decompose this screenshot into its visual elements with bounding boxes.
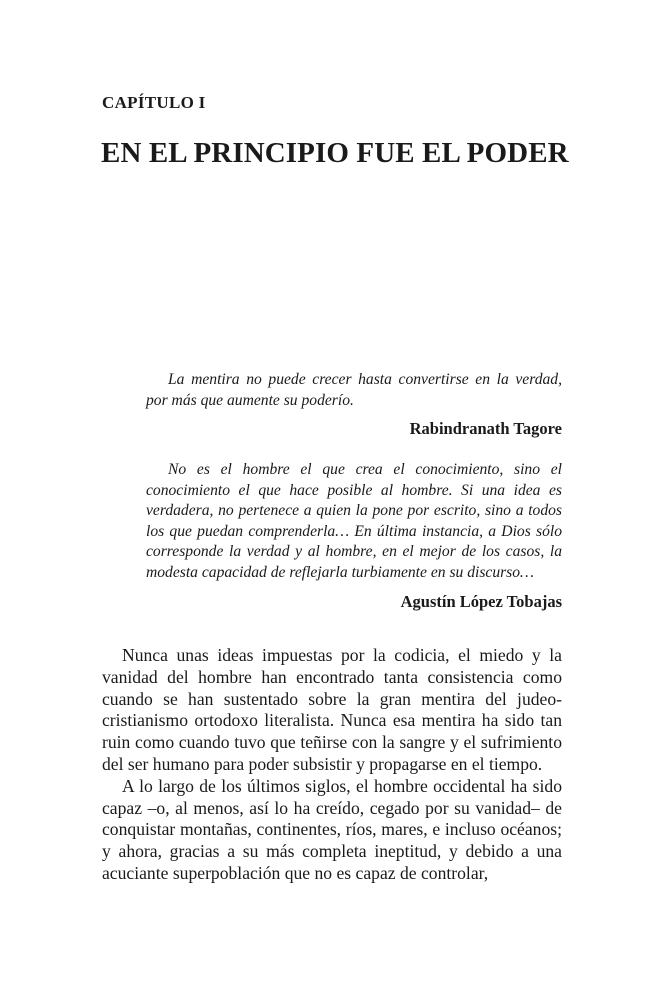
epigraph-quote: La mentira no puede crecer hasta convertirse en la verdad, por más que aumente su poderío.: [146, 371, 562, 409]
epigraph-quote: No es el hombre el que crea el conocimiento, sino el conocimiento el que hace posible al hombre. Si una idea es verdadera, no pertenece a quien la pone por escrito, sino a todos los que puedan comprenderla… En última instancia, a Dios sólo corresponde la verdad y al hombre, en el mejor de los casos, la modesta capacidad de reflejarla turbiamente en su discurso…: [146, 461, 562, 581]
body-paragraph: A lo largo de los últimos siglos, el hombre occidental ha sido capaz –o, al menos, así lo ha creído, cegado por su vanidad– de conquistar montañas, continentes, ríos, mares, e incluso océanos; y ahora, gracias a su más completa ineptitud, y debido a una acuciante superpoblación que no es capaz de controlar,: [102, 775, 562, 883]
body-paragraph: Nunca unas ideas impuestas por la codicia, el miedo y la vanidad del hombre han encontrado tanta consistencia como cuando se han sustentado sobre la gran mentira del judeo-cristianismo ortodoxo literalista. Nunca esa mentira ha sido tan ruin como cuando tuvo que teñirse con la sangre y el sufrimiento del ser humano para poder subsistir y propagarse en el tiempo.: [102, 645, 562, 774]
epigraph-author: Rabindranath Tagore: [409, 419, 562, 439]
epigraph: [146, 370, 562, 440]
epigraph: [146, 460, 562, 613]
chapter-label: CAPÍTULO I: [102, 93, 206, 112]
chapter-title: EN EL PRINCIPIO FUE EL PODER: [101, 137, 569, 169]
body-text: [102, 645, 562, 885]
epigraph-author: Agustín López Tobajas: [400, 591, 562, 611]
